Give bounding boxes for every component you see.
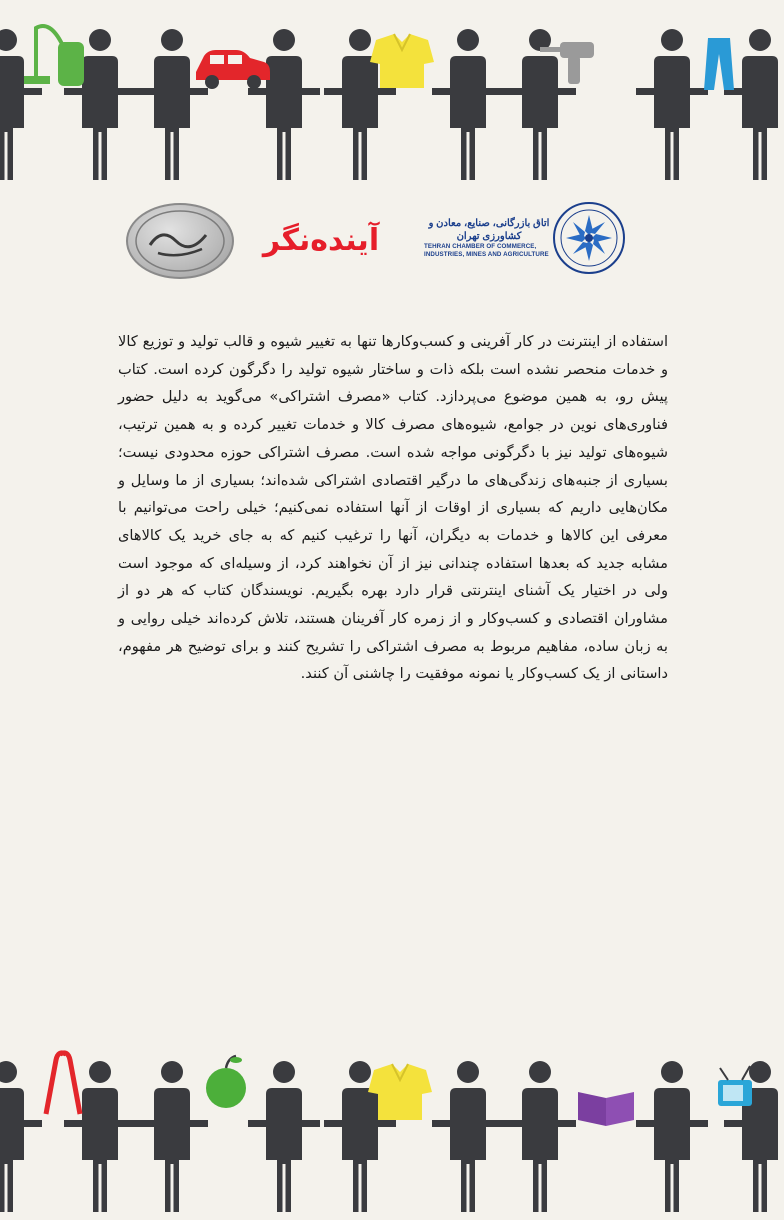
book-blurb-text: استفاده از اینترنت در کار آفرینی و کسب‌وکارها تنها به تغییر شیوه و قالب تولید و توزیع کالا و خدمات منحصر نشده است بلکه ذات و ساختار شیوه تولید را دگرگون کرده است. کتاب پیش رو، به همین موضوع می‌پردازد. کتاب «مصرف اشتراکی» می‌گوید به دلیل حضور فناوری‌های نوین در جوامع، شیوه‌های مصرف کالا و خدمات تغییر کرده و به همین ترتیب، شیوه‌های تولید نیز با دگرگونی مواجه شده است. مصرف اشتراکی حوزه محدودی نیست؛ بسیاری از جنبه‌های زندگی‌های ما درگیر اقتصادی اشتراکی شده‌اند؛ بسیاری از ما وسایل و مکان‌هایی داریم که بسیاری از اوقات از آنها استفاده نمی‌کنیم؛ خیلی راحت می‌توانیم با معرفی این کالاها و خدمات به دیگران، آنها را ترغیب کنیم که به جای خرید یک کالاهای مشابه جدید که بعدها استفاده چندانی نیز از آن نخواهند کرد، از وسیله‌ای که موجود است ولی در اختیار یک آشنای اینترنتی قرار دارد بهره بگیریم. نویسندگان کتاب که هر دو از مشاوران اقتصادی و کسب‌وکار و از زمره کار آفرینان هستند، تلاش کرده‌اند خیلی روایی و به زبان ساده، مفاهیم مربوط به مصرف اشتراکی را تشریح کنند و برای توضیح هر مفهوم، داستانی از یک کسب‌وکار یا نمونه موفقیت را چاشنی آن کنند. [118,333,668,683]
publisher-brand-logo: آینده‌نگر [262,223,380,258]
apple-icon [206,1056,246,1108]
trousers-icon [704,38,734,90]
publisher-logos [0,195,784,285]
chamber-name-fa: اتاق بازرگانی، صنایع، معادن و کشاورزی تهران [428,218,550,242]
book-icon [578,1092,634,1126]
vacuum-cleaner-icon [24,26,84,86]
car-icon [196,50,270,89]
shirt-icon [370,34,434,88]
bottom-figures-band [0,1030,784,1220]
chamber-emblem-icon [552,201,626,275]
publisher-seal-logo [126,203,234,279]
pliers-icon [46,1053,80,1114]
chamber-of-commerce-name [424,217,554,267]
chamber-name-en-line1: TEHRAN CHAMBER OF COMMERCE, [424,243,537,250]
top-figures-band [0,0,784,190]
chamber-name-en-line2: INDUSTRIES, MINES AND AGRICULTURE [424,251,549,258]
television-icon [718,1066,752,1106]
